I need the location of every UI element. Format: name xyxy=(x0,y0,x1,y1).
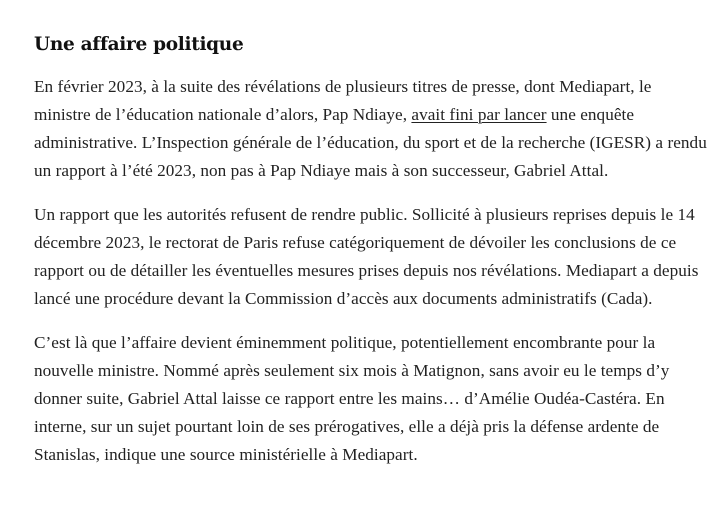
article-body xyxy=(34,30,710,485)
paragraph-1-text-end: une enquête administrative. L’Inspection générale de l’éducation, du sport et de la recherche (IGESR) a rendu un rapport à l’été 2023, non pas à Pap Ndiaye mais à son successeur, Gabriel Attal. xyxy=(34,105,707,180)
section-heading: Une affaire politique xyxy=(34,34,244,55)
inline-article-link[interactable]: avait fini par lancer xyxy=(411,105,547,124)
paragraph-2: Un rapport que les autorités refusent de rendre public. Sollicité à plusieurs reprises depuis le 14 décembre 2023, le rectorat de Paris refuse catégoriquement de dévoiler les conclusions de ce rapport ou de détailler les éventuelles mesures prises depuis nos révélations. Mediapart a depuis lancé une procédure devant la Commission d’accès aux documents administratifs (Cada). xyxy=(34,205,699,308)
paragraph-1-text-start: En février 2023, à la suite des révélations de plusieurs titres de presse, dont Mediapart, le ministre de l’éducation nationale d’alors, Pap Ndiaye, xyxy=(34,77,652,124)
paragraph-3: C’est là que l’affaire devient éminemment politique, potentiellement encombrante pour la nouvelle ministre. Nommé après seulement six mois à Matignon, sans avoir eu le temps d’y donner suite, Gabriel Attal laisse ce rapport entre les mains… d’Amélie Oudéa-Castéra. En interne, sur un sujet pourtant loin de ses prérogatives, elle a déjà pris la défense ardente de Stanislas, indique une source ministérielle à Mediapart. xyxy=(34,333,670,464)
paragraph-1 xyxy=(34,73,710,185)
